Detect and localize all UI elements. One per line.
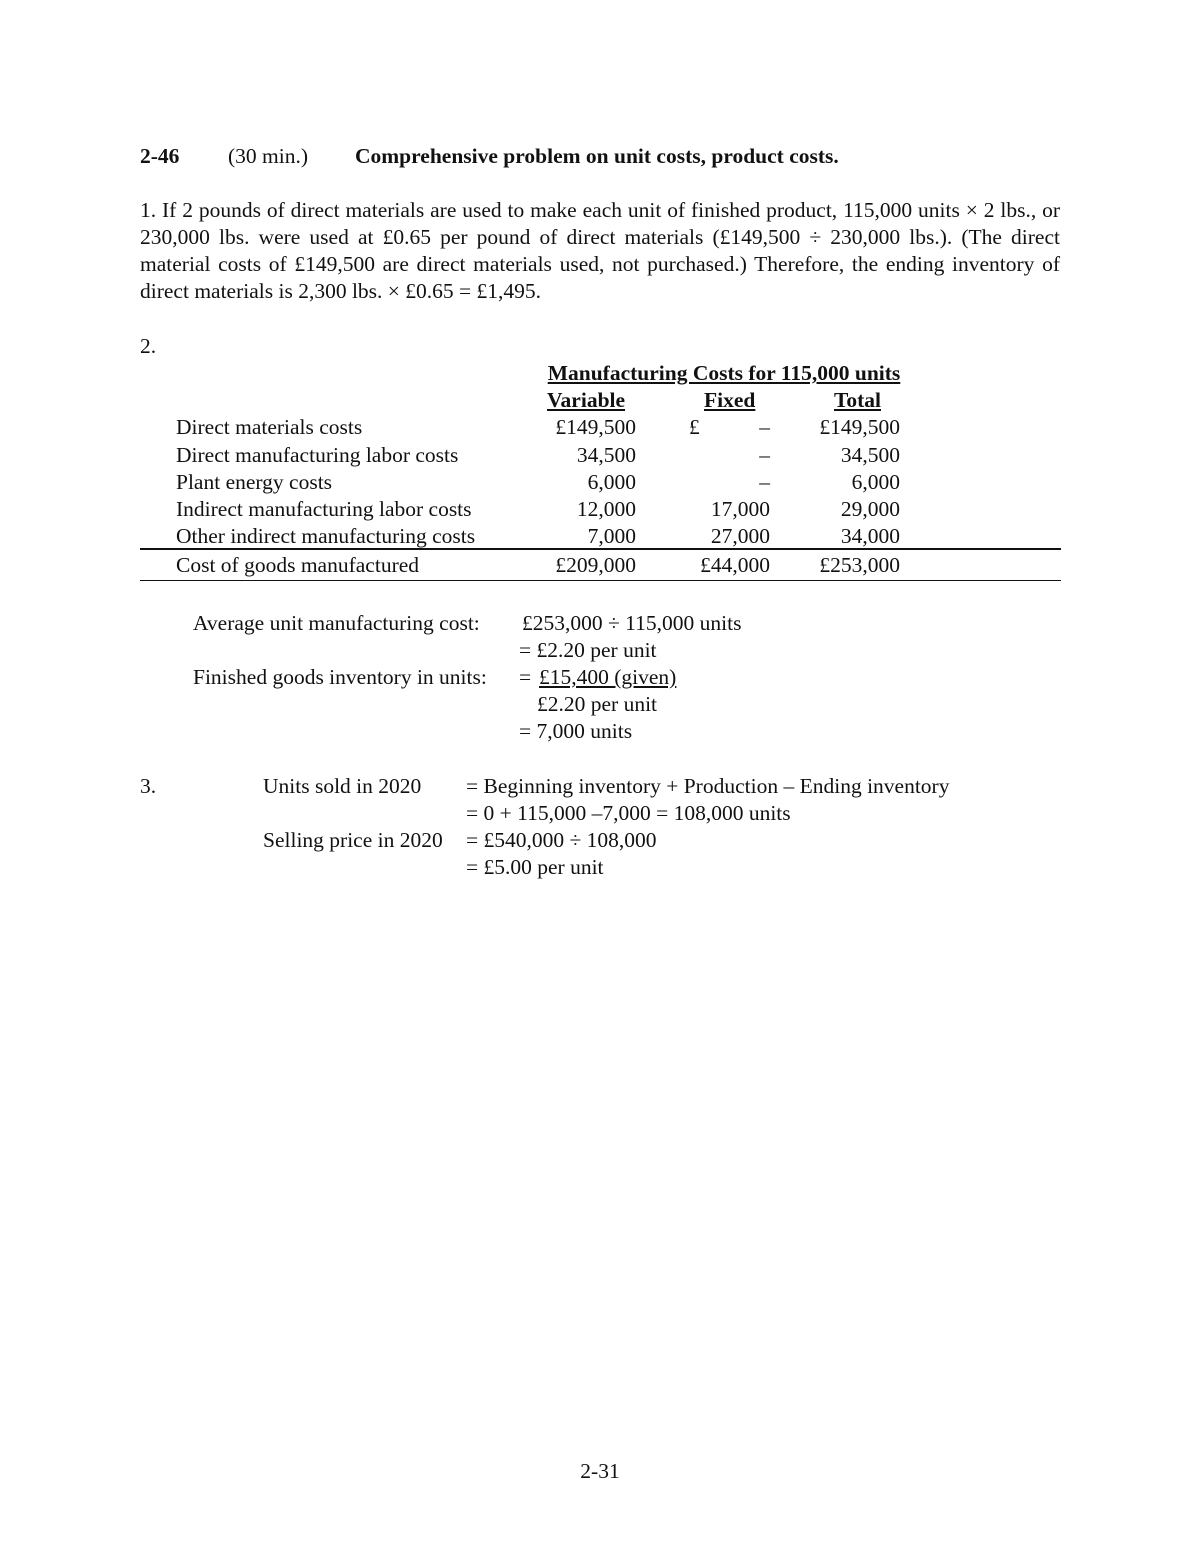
- total-row-label: Cost of goods manufactured: [176, 553, 420, 577]
- total-row-fixed: £44,000: [700, 553, 770, 577]
- column-header-variable: Variable: [547, 388, 626, 412]
- units-sold-line1: = Beginning inventory + Production – Ending inventory: [466, 774, 950, 798]
- fg-inventory-equals: =: [519, 665, 532, 689]
- units-sold-label: Units sold in 2020: [263, 774, 422, 798]
- row-fixed: 17,000: [710, 497, 770, 521]
- part3-label: 3.: [140, 774, 157, 798]
- row-total: 34,000: [840, 524, 900, 548]
- table-caption: Manufacturing Costs for 115,000 units: [547, 361, 901, 385]
- row-label: Indirect manufacturing labor costs: [176, 497, 472, 521]
- selling-price-line1: = £540,000 ÷ 108,000: [466, 828, 657, 852]
- row-fixed-prefix: £: [689, 415, 700, 439]
- problem-number: 2-46: [140, 144, 180, 168]
- row-label: Direct manufacturing labor costs: [176, 443, 459, 467]
- part1-paragraph: 1. If 2 pounds of direct materials are used to make each unit of finished product, 115,000 units × 2 lbs., or 230,000 lbs. were used at £0.65 per pound of direct materials (£149,500 ÷ 230,000 lbs.). (The direct material costs of £149,500 are direct materials used, not purchased.) Therefore, the ending inventory of direct materials is 2,300 lbs. × £0.65 = £1,495.: [140, 198, 1060, 303]
- avg-cost-expression: £253,000 ÷ 115,000 units: [522, 611, 742, 635]
- fg-inventory-numerator: £15,400 (given): [539, 665, 677, 689]
- selling-price-line2: = £5.00 per unit: [466, 855, 604, 879]
- problem-time: (30 min.): [228, 144, 309, 168]
- avg-cost-label: Average unit manufacturing cost:: [193, 611, 480, 635]
- fg-inventory-denominator: £2.20 per unit: [537, 692, 658, 716]
- row-label: Direct materials costs: [176, 415, 363, 439]
- table-rule-top: [140, 548, 1061, 550]
- problem-title: Comprehensive problem on unit costs, product costs.: [355, 144, 839, 168]
- row-fixed: –: [759, 470, 770, 494]
- row-label: Other indirect manufacturing costs: [176, 524, 476, 548]
- row-variable: 34,500: [576, 443, 636, 467]
- fg-inventory-label: Finished goods inventory in units:: [193, 665, 487, 689]
- row-total: 34,500: [840, 443, 900, 467]
- selling-price-label: Selling price in 2020: [263, 828, 443, 852]
- total-row-total: £253,000: [819, 553, 900, 577]
- row-fixed: –: [759, 415, 770, 439]
- row-total: 29,000: [840, 497, 900, 521]
- row-label: Plant energy costs: [176, 470, 333, 494]
- row-variable: 12,000: [576, 497, 636, 521]
- avg-cost-result: = £2.20 per unit: [519, 638, 657, 662]
- units-sold-line2: = 0 + 115,000 –7,000 = 108,000 units: [466, 801, 791, 825]
- row-total: 6,000: [851, 470, 900, 494]
- column-header-fixed: Fixed: [704, 388, 756, 412]
- row-fixed: 27,000: [710, 524, 770, 548]
- page-number: 2-31: [580, 1459, 620, 1483]
- fg-inventory-result: = 7,000 units: [519, 719, 633, 743]
- row-variable: 7,000: [587, 524, 636, 548]
- row-fixed: –: [759, 443, 770, 467]
- part2-label: 2.: [140, 334, 157, 358]
- row-total: £149,500: [819, 415, 900, 439]
- row-variable: 6,000: [587, 470, 636, 494]
- total-row-variable: £209,000: [555, 553, 636, 577]
- row-variable: £149,500: [555, 415, 636, 439]
- table-rule-bottom: [140, 580, 1061, 581]
- column-header-total: Total: [834, 388, 881, 412]
